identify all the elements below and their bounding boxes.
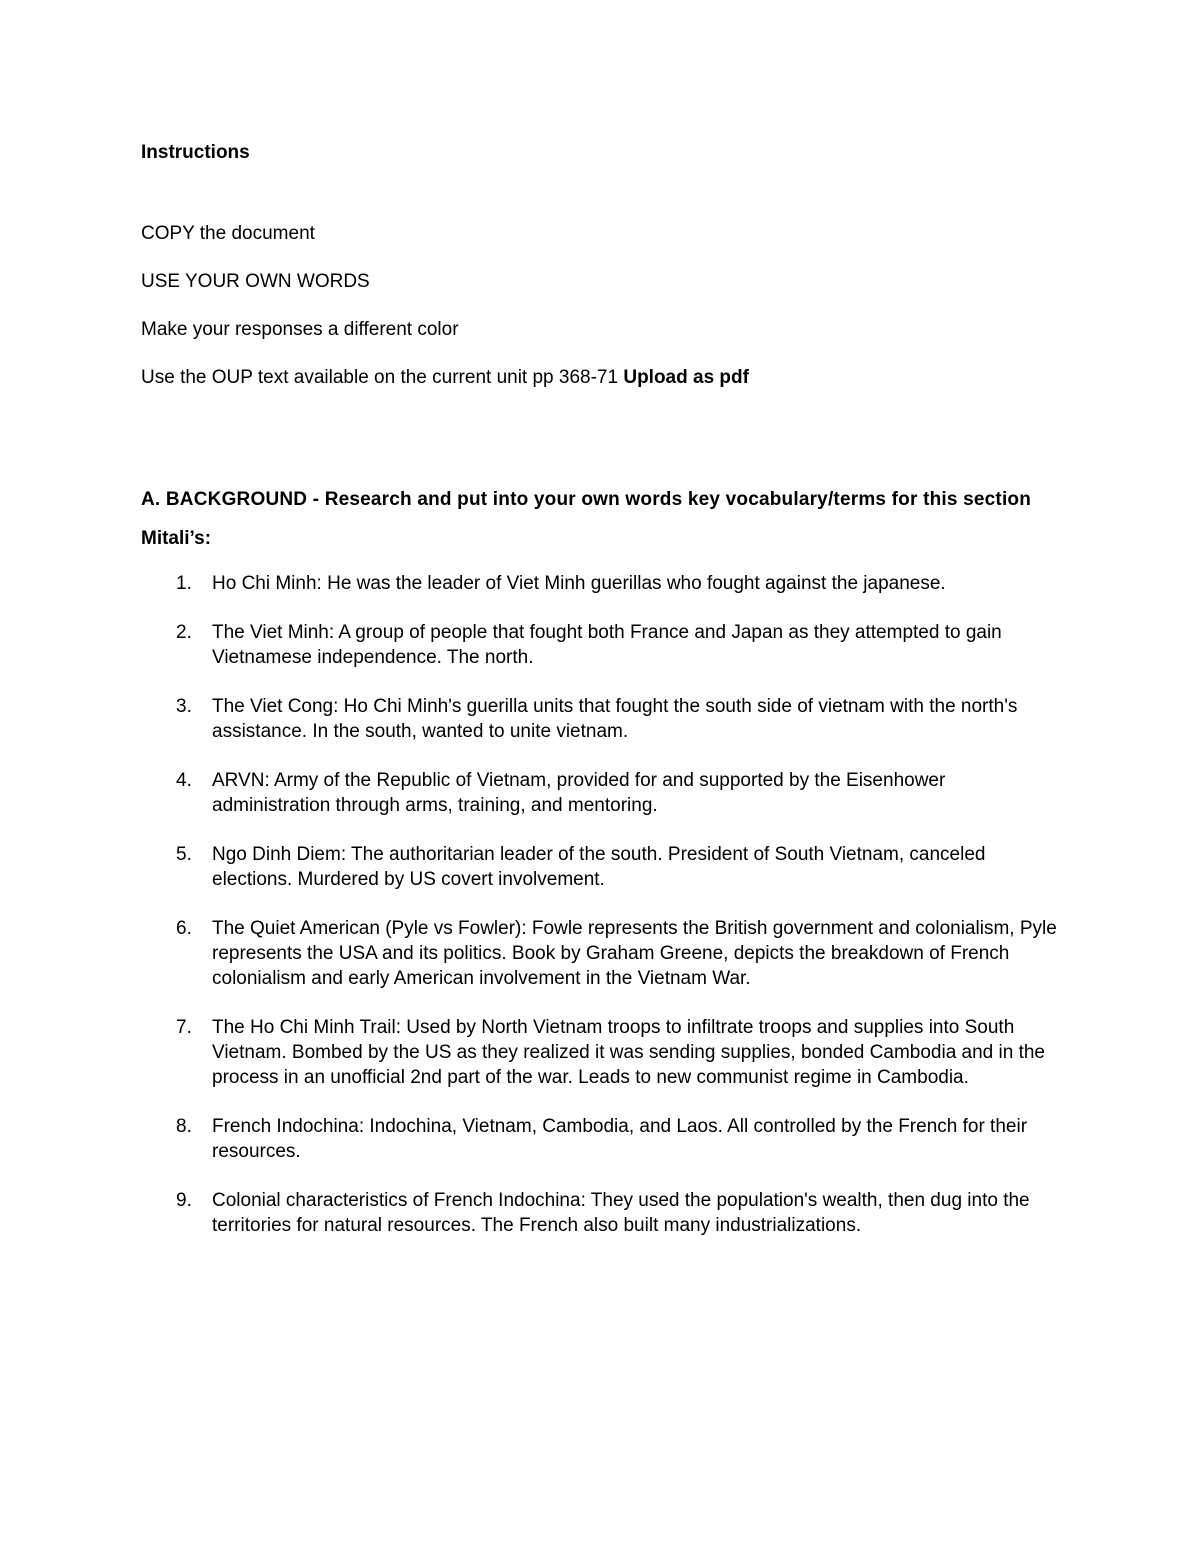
upload-instruction: Upload as pdf bbox=[623, 367, 749, 388]
item-number: 9. bbox=[176, 1190, 192, 1211]
instruction-line: COPY the document bbox=[141, 223, 315, 244]
document-content bbox=[141, 141, 1066, 1262]
item-text: Colonial characteristics of French Indochina: They used the population's wealth, then dug into the territories for natural resources. The French also built many industrializations. bbox=[212, 1190, 1030, 1236]
section-title: A. BACKGROUND - Research and put into your own words key vocabulary/terms for this section bbox=[141, 489, 1032, 510]
item-number: 6. bbox=[176, 918, 192, 939]
item-text: The Viet Cong: Ho Chi Minh's guerilla units that fought the south side of vietnam with the north's assistance. In the south, wanted to unite vietnam. bbox=[212, 696, 1018, 742]
item-number: 8. bbox=[176, 1116, 192, 1137]
item-number: 5. bbox=[176, 844, 192, 865]
list-item bbox=[141, 1188, 1066, 1238]
item-text: The Ho Chi Minh Trail: Used by North Vietnam troops to infiltrate troops and supplies into South Vietnam. Bombed by the US as they realized it was sending supplies, bonded Cambodia and in the process in an unofficial 2nd part of the war. Leads to new communist regime in Cambodia. bbox=[212, 1017, 1045, 1088]
list-item bbox=[141, 842, 1066, 892]
item-text: ARVN: Army of the Republic of Vietnam, provided for and supported by the Eisenhower administration through arms, training, and mentoring. bbox=[212, 770, 946, 816]
item-text: Ho Chi Minh: He was the leader of Viet Minh guerillas who fought against the japanese. bbox=[212, 573, 946, 594]
list-item bbox=[141, 916, 1066, 991]
item-text: French Indochina: Indochina, Vietnam, Cambodia, and Laos. All controlled by the French for their resources. bbox=[212, 1116, 1028, 1162]
instructions-heading: Instructions bbox=[141, 142, 250, 163]
instruction-line-upload bbox=[141, 366, 1066, 390]
list-item bbox=[141, 768, 1066, 818]
instructions-list bbox=[141, 222, 1066, 390]
instruction-line: USE YOUR OWN WORDS bbox=[141, 271, 370, 292]
instruction-text: Use the OUP text available on the current unit pp 368-71 bbox=[141, 367, 624, 388]
item-number: 4. bbox=[176, 770, 192, 791]
list-item bbox=[141, 694, 1066, 744]
item-text: The Viet Minh: A group of people that fought both France and Japan as they attempted to gain Vietnamese independence. The north. bbox=[212, 622, 1002, 668]
list-item bbox=[141, 620, 1066, 670]
item-text: The Quiet American (Pyle vs Fowler): Fowle represents the British government and colonialism, Pyle represents the USA and its politics. Book by Graham Greene, depicts the breakdown of French colonialism and early American involvement in the Vietnam War. bbox=[212, 918, 1057, 989]
list-item bbox=[141, 1015, 1066, 1090]
author-label: Mitali’s: bbox=[141, 528, 212, 549]
item-text: Ngo Dinh Diem: The authoritarian leader of the south. President of South Vietnam, canceled elections. Murdered by US covert involvement. bbox=[212, 844, 986, 890]
item-number: 3. bbox=[176, 696, 192, 717]
item-number: 1. bbox=[176, 573, 192, 594]
instruction-line: Make your responses a different color bbox=[141, 319, 459, 340]
item-number: 2. bbox=[176, 622, 192, 643]
list-item bbox=[141, 571, 1066, 596]
terms-list bbox=[141, 571, 1066, 1238]
list-item bbox=[141, 1114, 1066, 1164]
item-number: 7. bbox=[176, 1017, 192, 1038]
